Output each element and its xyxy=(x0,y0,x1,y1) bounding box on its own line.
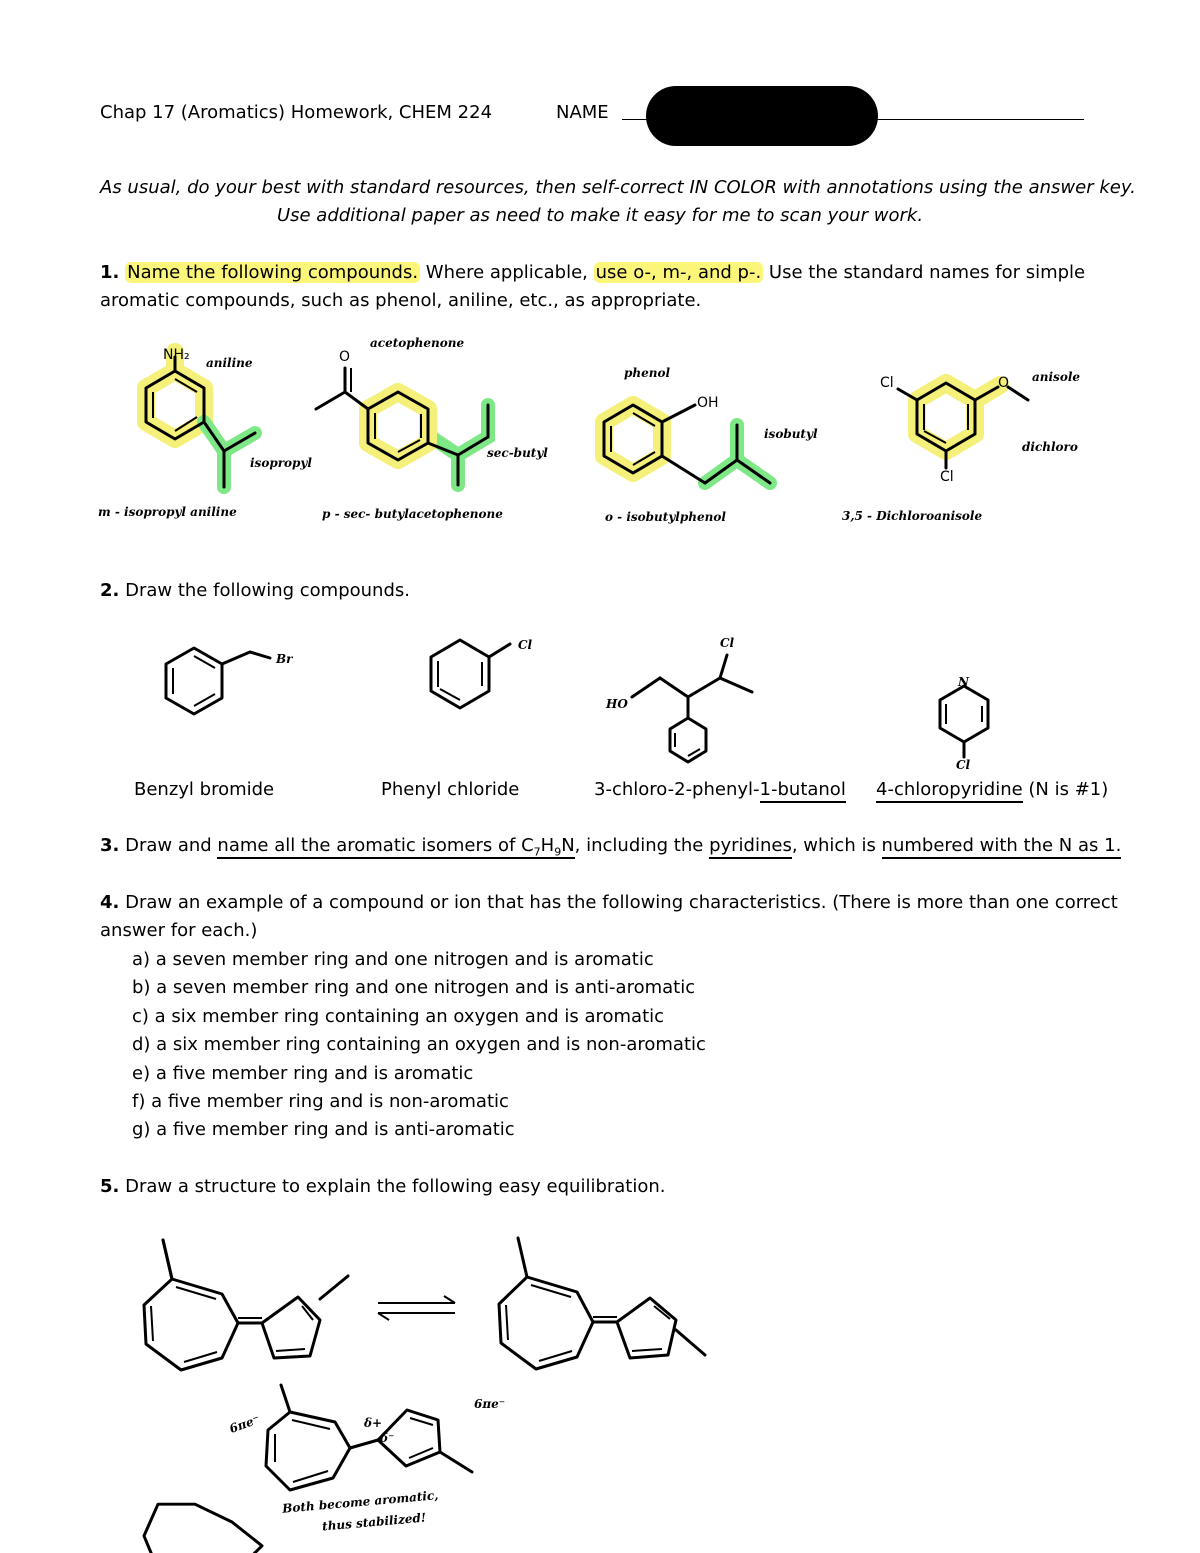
q1-instruction-highlight: Name the following compounds. xyxy=(127,262,419,283)
q5-text: Draw a structure to explain the following easy equilibration. xyxy=(119,1176,666,1197)
q4-item-b: b) a seven member ring and one nitrogen and is anti-aromatic xyxy=(132,977,696,999)
intro-line-2: Use additional paper as need to make it easy for me to scan your work. xyxy=(276,205,924,226)
compound-4-answer: 3,5 - Dichloroanisole xyxy=(842,509,983,523)
q5-handdrawn-answer xyxy=(266,1385,472,1490)
q2-name-4-part-a: 4-chloropyridine xyxy=(876,779,1023,803)
compound-2-substituent-note: sec-butyl xyxy=(487,446,548,460)
q5-line xyxy=(100,1173,666,1201)
compound-3-atom: OH xyxy=(697,395,719,411)
compound-4-atom-cl1: Cl xyxy=(880,375,894,391)
q3-sub-1: 7 xyxy=(533,845,541,859)
q3-formula-prefix: name all the aromatic isomers of C xyxy=(217,835,534,856)
q3-formula-h: H xyxy=(540,835,555,856)
q1-text-d: Use the standard names for simple xyxy=(763,262,1086,283)
compound-2-answer: p - sec- butylacetophenone xyxy=(322,507,503,521)
q3-text-h: numbered with the N as 1. xyxy=(882,835,1122,859)
q1-omp-highlight: use o-, m-, and p-. xyxy=(595,262,762,283)
compound-2-atom: O xyxy=(339,349,351,365)
q2-drawn-cl-2: Cl xyxy=(720,636,735,650)
compound-1-atom: NH₂ xyxy=(163,347,190,363)
compound-3-note: phenol xyxy=(624,366,671,380)
q5-right-molecule xyxy=(499,1238,705,1369)
q1-line-2: aromatic compounds, such as phenol, aniline, etc., as appropriate. xyxy=(100,290,702,311)
q3-text-e: , including the xyxy=(574,835,710,856)
intro-line-1: As usual, do your best with standard resources, then self-correct IN COLOR with annotations using the answer key. xyxy=(100,177,1136,198)
q3-text-f: pyridines xyxy=(709,835,792,859)
q5-conclusion-2: thus stabilized! xyxy=(321,1510,427,1534)
compound-3-substituent-note: isobutyl xyxy=(764,427,818,441)
q4-item-e: e) a five member ring and is aromatic xyxy=(132,1062,474,1084)
q5-note-left: 6πe⁻ xyxy=(227,1412,262,1436)
compound-4-substituent-note: dichloro xyxy=(1022,440,1078,454)
q2-drawn-cl-3: Cl xyxy=(956,758,971,772)
q4-item-f: f) a five member ring and is non-aromatic xyxy=(132,1091,509,1113)
q2-name-chloropyridine xyxy=(876,776,1108,804)
q2-name-chlorophenylbutanol xyxy=(594,776,846,804)
q2-name-3-part-b: 1-butanol xyxy=(760,779,846,803)
q4-line-1 xyxy=(100,889,1118,917)
q5-charge-negative: δ⁻ xyxy=(380,1431,395,1445)
compound-4-note: anisole xyxy=(1032,370,1081,384)
q4-item-c: c) a six member ring containing an oxygen and is aromatic xyxy=(132,1005,665,1027)
q1-number: 1. xyxy=(100,262,120,283)
name-label: NAME xyxy=(556,102,609,123)
q5-charge-positive: δ+ xyxy=(364,1416,383,1430)
q2-number: 2. xyxy=(100,580,120,601)
q1-text-b: Where applicable, xyxy=(420,262,594,283)
q4-item-d: d) a six member ring containing an oxygen and is non-aromatic xyxy=(132,1034,706,1056)
q5-equilibrium-arrows-2 xyxy=(378,1296,455,1320)
q3-sub-2: 9 xyxy=(554,845,562,859)
q2-text: Draw the following compounds. xyxy=(125,580,410,601)
compound-4-atom-cl2: Cl xyxy=(940,469,954,485)
q4-item-g: g) a five member ring and is anti-aromatic xyxy=(132,1119,515,1141)
q3-number: 3. xyxy=(100,835,120,856)
q2-drawn-cl: Cl xyxy=(518,638,533,652)
q3-text-g: , which is xyxy=(791,835,882,856)
q4-items xyxy=(132,946,706,1145)
compound-3-answer: o - isobutylphenol xyxy=(605,510,726,524)
q2-name-4-part-b: (N is #1) xyxy=(1022,779,1109,800)
page-title: Chap 17 (Aromatics) Homework, CHEM 224 xyxy=(100,102,493,123)
compound-1-note: aniline xyxy=(206,356,253,370)
q3-text-b xyxy=(217,835,574,859)
q4-text-1: Draw an example of a compound or ion that has the following characteristics. (There is more than one correct xyxy=(119,892,1118,913)
q3-text-a: Draw and xyxy=(119,835,218,856)
q4-item-a: a) a seven member ring and one nitrogen and is aromatic xyxy=(132,949,654,970)
q2-name-benzyl-bromide: Benzyl bromide xyxy=(134,779,275,800)
q3-formula-n: N xyxy=(561,835,575,856)
q5-conclusion-1: Both become aromatic, xyxy=(281,1488,439,1516)
q2-drawn-n: N xyxy=(958,675,969,689)
q5-note-right: 6πe⁻ xyxy=(474,1397,506,1411)
compound-2-note: acetophenone xyxy=(370,336,465,350)
compound-1-substituent-note: isopropyl xyxy=(250,456,312,470)
q4-number: 4. xyxy=(100,892,120,913)
q3-line xyxy=(100,832,1121,867)
q4-line-2: answer for each.) xyxy=(100,920,258,941)
q2-drawn-br: Br xyxy=(276,652,293,666)
q5-number: 5. xyxy=(100,1176,120,1197)
compound-1-answer: m - isopropyl aniline xyxy=(98,505,237,519)
q5-left-molecule xyxy=(144,1240,348,1370)
q2-name-3-part-a: 3-chloro-2-phenyl- xyxy=(594,779,760,800)
q2-drawn-ho: HO xyxy=(606,697,628,711)
compound-4-atom-o: O xyxy=(998,375,1010,391)
q2-line xyxy=(100,577,410,605)
q2-name-phenyl-chloride: Phenyl chloride xyxy=(381,779,520,800)
